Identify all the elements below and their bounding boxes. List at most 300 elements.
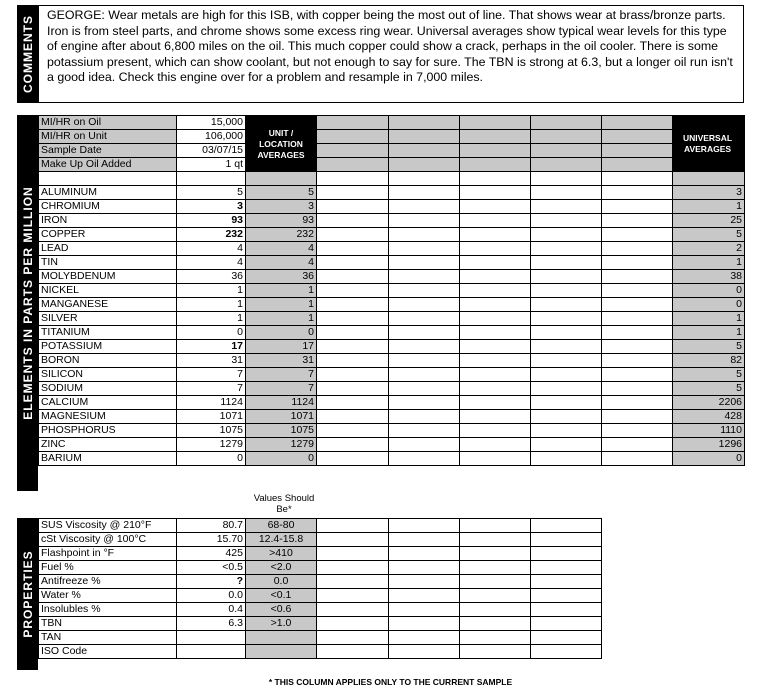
- element-value: 3: [177, 200, 246, 214]
- element-value: 31: [177, 354, 246, 368]
- empty-cell: [531, 533, 602, 547]
- empty-cell: [460, 631, 531, 645]
- element-value: 1: [177, 312, 246, 326]
- empty-cell: [317, 438, 389, 452]
- empty-cell: [389, 575, 460, 589]
- element-unit-average: 1124: [246, 396, 317, 410]
- property-value: ?: [177, 575, 246, 589]
- property-should-be: >410: [246, 547, 317, 561]
- empty-cell: [460, 589, 531, 603]
- empty-cell: [460, 519, 531, 533]
- empty-cell: [531, 340, 602, 354]
- property-should-be: 12.4-15.8: [246, 533, 317, 547]
- empty-cell: [460, 270, 531, 284]
- property-name: TBN: [39, 617, 177, 631]
- element-value: 0: [177, 326, 246, 340]
- empty-cell: [531, 228, 602, 242]
- empty-cell: [389, 144, 460, 158]
- element-unit-average: 3: [246, 200, 317, 214]
- values-should-be-note: Values Should Be*: [253, 493, 315, 515]
- element-name: CHROMIUM: [39, 200, 177, 214]
- element-universal-average: 25: [673, 214, 745, 228]
- element-universal-average: 0: [673, 298, 745, 312]
- empty-cell: [673, 172, 745, 186]
- empty-cell: [460, 617, 531, 631]
- element-value: 1279: [177, 438, 246, 452]
- empty-cell: [460, 130, 531, 144]
- element-name: IRON: [39, 214, 177, 228]
- sample-info-label: MI/HR on Unit: [39, 130, 177, 144]
- element-universal-average: 2: [673, 242, 745, 256]
- empty-cell: [602, 144, 673, 158]
- empty-cell: [531, 410, 602, 424]
- property-row: [39, 533, 602, 547]
- empty-cell: [460, 575, 531, 589]
- property-value: [177, 631, 246, 645]
- empty-cell: [317, 589, 389, 603]
- element-name: BORON: [39, 354, 177, 368]
- element-name: MAGNESIUM: [39, 410, 177, 424]
- element-name: COPPER: [39, 228, 177, 242]
- empty-cell: [531, 284, 602, 298]
- empty-cell: [531, 326, 602, 340]
- property-name: Fuel %: [39, 561, 177, 575]
- empty-cell: [317, 214, 389, 228]
- empty-cell: [602, 368, 673, 382]
- element-row: [39, 424, 745, 438]
- element-unit-average: 1071: [246, 410, 317, 424]
- element-row: [39, 298, 745, 312]
- property-name: Flashpoint in °F: [39, 547, 177, 561]
- empty-cell: [389, 130, 460, 144]
- empty-cell: [531, 130, 602, 144]
- empty-cell: [460, 452, 531, 466]
- empty-cell: [389, 631, 460, 645]
- empty-cell: [389, 519, 460, 533]
- element-value: 1: [177, 298, 246, 312]
- spacer-row: [39, 172, 745, 186]
- element-value: 36: [177, 270, 246, 284]
- sample-info-row: [39, 144, 745, 158]
- empty-cell: [460, 214, 531, 228]
- property-name: SUS Viscosity @ 210°F: [39, 519, 177, 533]
- property-should-be: <2.0: [246, 561, 317, 575]
- empty-cell: [460, 284, 531, 298]
- empty-cell: [460, 547, 531, 561]
- unit-averages-header: UNIT / LOCATION AVERAGES: [246, 116, 316, 172]
- property-row: [39, 589, 602, 603]
- empty-cell: [389, 284, 460, 298]
- empty-cell: [602, 130, 673, 144]
- empty-cell: [531, 172, 602, 186]
- element-value: 93: [177, 214, 246, 228]
- empty-cell: [460, 298, 531, 312]
- property-value: 15.70: [177, 533, 246, 547]
- element-unit-average: 0: [246, 326, 317, 340]
- element-value: 5: [177, 186, 246, 200]
- elements-sidebar: [17, 115, 38, 491]
- element-name: BARIUM: [39, 452, 177, 466]
- empty-cell: [389, 645, 460, 659]
- element-unit-average: 4: [246, 242, 317, 256]
- empty-cell: [317, 519, 389, 533]
- empty-cell: [602, 424, 673, 438]
- property-should-be: 68-80: [246, 519, 317, 533]
- empty-cell: [602, 242, 673, 256]
- empty-cell: [389, 382, 460, 396]
- empty-cell: [531, 270, 602, 284]
- property-name: Antifreeze %: [39, 575, 177, 589]
- empty-cell: [531, 116, 602, 130]
- element-name: SILVER: [39, 312, 177, 326]
- empty-cell: [317, 172, 389, 186]
- element-row: [39, 326, 745, 340]
- element-unit-average: 4: [246, 256, 317, 270]
- empty-cell: [460, 144, 531, 158]
- element-name: TIN: [39, 256, 177, 270]
- sample-info-label: Make Up Oil Added: [39, 158, 177, 172]
- empty-cell: [460, 424, 531, 438]
- empty-cell: [531, 200, 602, 214]
- element-row: [39, 214, 745, 228]
- empty-cell: [531, 519, 602, 533]
- empty-cell: [531, 382, 602, 396]
- empty-cell: [460, 645, 531, 659]
- empty-cell: [317, 617, 389, 631]
- element-universal-average: 5: [673, 340, 745, 354]
- element-universal-average: 428: [673, 410, 745, 424]
- sample-info-row: [39, 130, 745, 144]
- empty-cell: [531, 589, 602, 603]
- empty-cell: [389, 589, 460, 603]
- empty-cell: [460, 228, 531, 242]
- element-universal-average: 38: [673, 270, 745, 284]
- empty-cell: [602, 438, 673, 452]
- empty-cell: [531, 575, 602, 589]
- empty-cell: [317, 284, 389, 298]
- element-value: 17: [177, 340, 246, 354]
- empty-cell: [39, 172, 177, 186]
- element-name: MOLYBDENUM: [39, 270, 177, 284]
- element-row: [39, 228, 745, 242]
- empty-cell: [317, 452, 389, 466]
- element-universal-average: 5: [673, 228, 745, 242]
- property-row: [39, 645, 602, 659]
- element-row: [39, 284, 745, 298]
- empty-cell: [460, 340, 531, 354]
- empty-cell: [460, 368, 531, 382]
- property-value: 6.3: [177, 617, 246, 631]
- empty-cell: [389, 603, 460, 617]
- element-unit-average: 1: [246, 312, 317, 326]
- empty-cell: [317, 326, 389, 340]
- empty-cell: [460, 116, 531, 130]
- empty-cell: [531, 312, 602, 326]
- empty-cell: [602, 172, 673, 186]
- empty-cell: [531, 603, 602, 617]
- empty-cell: [531, 158, 602, 172]
- empty-cell: [531, 617, 602, 631]
- empty-cell: [389, 312, 460, 326]
- element-row: [39, 452, 745, 466]
- property-name: Water %: [39, 589, 177, 603]
- sample-info-row: [39, 116, 745, 130]
- element-value: 7: [177, 368, 246, 382]
- sample-info-label: Sample Date: [39, 144, 177, 158]
- element-value: 1071: [177, 410, 246, 424]
- empty-cell: [389, 533, 460, 547]
- sample-info-value: 03/07/15: [177, 144, 246, 158]
- element-unit-average: 1: [246, 298, 317, 312]
- element-row: [39, 410, 745, 424]
- empty-cell: [317, 410, 389, 424]
- empty-cell: [317, 368, 389, 382]
- empty-cell: [389, 186, 460, 200]
- property-value: 0.4: [177, 603, 246, 617]
- empty-cell: [531, 298, 602, 312]
- empty-cell: [531, 242, 602, 256]
- element-name: POTASSIUM: [39, 340, 177, 354]
- property-name: Insolubles %: [39, 603, 177, 617]
- element-universal-average: 5: [673, 368, 745, 382]
- empty-cell: [602, 270, 673, 284]
- empty-cell: [246, 172, 317, 186]
- elements-table: [38, 115, 745, 466]
- empty-cell: [317, 130, 389, 144]
- element-value: 7: [177, 382, 246, 396]
- empty-cell: [460, 533, 531, 547]
- empty-cell: [460, 158, 531, 172]
- universal-averages-header: UNIVERSAL AVERAGES: [672, 116, 743, 172]
- element-row: [39, 368, 745, 382]
- element-universal-average: 1: [673, 326, 745, 340]
- empty-cell: [317, 382, 389, 396]
- property-row: [39, 617, 602, 631]
- element-universal-average: 1296: [673, 438, 745, 452]
- properties-sidebar: [17, 518, 38, 670]
- property-should-be: >1.0: [246, 617, 317, 631]
- empty-cell: [460, 256, 531, 270]
- empty-cell: [389, 242, 460, 256]
- empty-cell: [531, 452, 602, 466]
- properties-table: [38, 518, 602, 659]
- element-unit-average: 1075: [246, 424, 317, 438]
- property-should-be: [246, 631, 317, 645]
- elements-label: ELEMENTS IN PARTS PER MILLION: [20, 186, 35, 420]
- comments-sidebar: [17, 5, 38, 103]
- element-unit-average: 1: [246, 284, 317, 298]
- comments-text: GEORGE: Wear metals are high for this ISB, with copper being the most out of line. That shows wear at brass/bronze parts. Iron is from steel parts, and chrome shows some excess ring wear. Universal averages show typical wear levels for this type of engine after about 6,800 miles on the oil. This much copper could show a crack, perhaps in the oil cooler. There is some potassium present, which can show coolant, but not enough to say for sure. The TBN is strong at 6.3, but a longer oil run isn't a good idea. Check this engine over for a problem and resample in 7,000 miles.: [38, 5, 744, 103]
- empty-cell: [317, 533, 389, 547]
- empty-cell: [602, 354, 673, 368]
- empty-cell: [317, 354, 389, 368]
- footer-note: * THIS COLUMN APPLIES ONLY TO THE CURRENT SAMPLE: [268, 677, 513, 687]
- empty-cell: [460, 200, 531, 214]
- empty-cell: [389, 158, 460, 172]
- empty-cell: [531, 547, 602, 561]
- element-universal-average: 1110: [673, 424, 745, 438]
- element-universal-average: 0: [673, 284, 745, 298]
- element-name: ALUMINUM: [39, 186, 177, 200]
- empty-cell: [389, 561, 460, 575]
- property-row: [39, 603, 602, 617]
- property-should-be: [246, 645, 317, 659]
- element-row: [39, 256, 745, 270]
- empty-cell: [460, 186, 531, 200]
- sample-info-label: MI/HR on Oil: [39, 116, 177, 130]
- element-unit-average: 0: [246, 452, 317, 466]
- element-row: [39, 270, 745, 284]
- empty-cell: [602, 326, 673, 340]
- empty-cell: [317, 340, 389, 354]
- property-row: [39, 519, 602, 533]
- element-universal-average: 3: [673, 186, 745, 200]
- element-row: [39, 438, 745, 452]
- empty-cell: [389, 298, 460, 312]
- empty-cell: [317, 116, 389, 130]
- property-should-be: <0.6: [246, 603, 317, 617]
- property-name: TAN: [39, 631, 177, 645]
- empty-cell: [602, 340, 673, 354]
- empty-cell: [602, 186, 673, 200]
- property-value: 80.7: [177, 519, 246, 533]
- empty-cell: [460, 438, 531, 452]
- empty-cell: [531, 186, 602, 200]
- empty-cell: [602, 382, 673, 396]
- property-row: [39, 575, 602, 589]
- element-unit-average: 1279: [246, 438, 317, 452]
- element-universal-average: 0: [673, 452, 745, 466]
- empty-cell: [317, 396, 389, 410]
- empty-cell: [389, 270, 460, 284]
- empty-cell: [389, 547, 460, 561]
- property-value: [177, 645, 246, 659]
- empty-cell: [531, 438, 602, 452]
- empty-cell: [602, 284, 673, 298]
- element-universal-average: 1: [673, 256, 745, 270]
- empty-cell: [602, 452, 673, 466]
- element-name: TITANIUM: [39, 326, 177, 340]
- element-value: 1124: [177, 396, 246, 410]
- empty-cell: [531, 424, 602, 438]
- property-row: [39, 631, 602, 645]
- empty-cell: [389, 396, 460, 410]
- sample-info-row: [39, 158, 745, 172]
- element-row: [39, 242, 745, 256]
- empty-cell: [602, 298, 673, 312]
- empty-cell: [602, 410, 673, 424]
- property-name: cSt Viscosity @ 100°C: [39, 533, 177, 547]
- empty-cell: [602, 116, 673, 130]
- element-universal-average: 1: [673, 312, 745, 326]
- element-universal-average: 5: [673, 382, 745, 396]
- empty-cell: [317, 603, 389, 617]
- empty-cell: [460, 603, 531, 617]
- empty-cell: [317, 547, 389, 561]
- empty-cell: [602, 158, 673, 172]
- empty-cell: [531, 561, 602, 575]
- element-unit-average: 17: [246, 340, 317, 354]
- element-value: 1075: [177, 424, 246, 438]
- empty-cell: [531, 354, 602, 368]
- element-row: [39, 200, 745, 214]
- element-name: LEAD: [39, 242, 177, 256]
- element-value: 4: [177, 242, 246, 256]
- empty-cell: [317, 158, 389, 172]
- empty-cell: [389, 116, 460, 130]
- empty-cell: [317, 228, 389, 242]
- empty-cell: [317, 200, 389, 214]
- empty-cell: [317, 424, 389, 438]
- element-value: 232: [177, 228, 246, 242]
- element-unit-average: 36: [246, 270, 317, 284]
- element-universal-average: 1: [673, 200, 745, 214]
- empty-cell: [317, 186, 389, 200]
- empty-cell: [389, 214, 460, 228]
- empty-cell: [460, 242, 531, 256]
- property-name: ISO Code: [39, 645, 177, 659]
- element-unit-average: 7: [246, 368, 317, 382]
- empty-cell: [389, 438, 460, 452]
- properties-label: PROPERTIES: [20, 550, 35, 638]
- element-name: NICKEL: [39, 284, 177, 298]
- empty-cell: [317, 312, 389, 326]
- element-unit-average: 7: [246, 382, 317, 396]
- empty-cell: [602, 214, 673, 228]
- empty-cell: [531, 631, 602, 645]
- element-row: [39, 340, 745, 354]
- element-row: [39, 382, 745, 396]
- empty-cell: [317, 242, 389, 256]
- property-value: <0.5: [177, 561, 246, 575]
- element-row: [39, 354, 745, 368]
- empty-cell: [531, 368, 602, 382]
- empty-cell: [460, 172, 531, 186]
- empty-cell: [389, 424, 460, 438]
- sample-info-value: 15,000: [177, 116, 246, 130]
- empty-cell: [389, 200, 460, 214]
- sample-info-value: 1 qt: [177, 158, 246, 172]
- empty-cell: [389, 617, 460, 631]
- property-should-be: <0.1: [246, 589, 317, 603]
- empty-cell: [389, 452, 460, 466]
- empty-cell: [317, 561, 389, 575]
- element-name: SILICON: [39, 368, 177, 382]
- empty-cell: [177, 172, 246, 186]
- element-row: [39, 312, 745, 326]
- empty-cell: [460, 326, 531, 340]
- element-name: SODIUM: [39, 382, 177, 396]
- element-name: ZINC: [39, 438, 177, 452]
- empty-cell: [531, 144, 602, 158]
- element-row: [39, 186, 745, 200]
- element-row: [39, 396, 745, 410]
- empty-cell: [602, 396, 673, 410]
- property-row: [39, 561, 602, 575]
- element-universal-average: 2206: [673, 396, 745, 410]
- empty-cell: [389, 326, 460, 340]
- element-unit-average: 31: [246, 354, 317, 368]
- empty-cell: [317, 631, 389, 645]
- empty-cell: [389, 172, 460, 186]
- empty-cell: [531, 256, 602, 270]
- empty-cell: [389, 354, 460, 368]
- element-name: MANGANESE: [39, 298, 177, 312]
- empty-cell: [317, 575, 389, 589]
- empty-cell: [389, 228, 460, 242]
- element-value: 0: [177, 452, 246, 466]
- property-value: 425: [177, 547, 246, 561]
